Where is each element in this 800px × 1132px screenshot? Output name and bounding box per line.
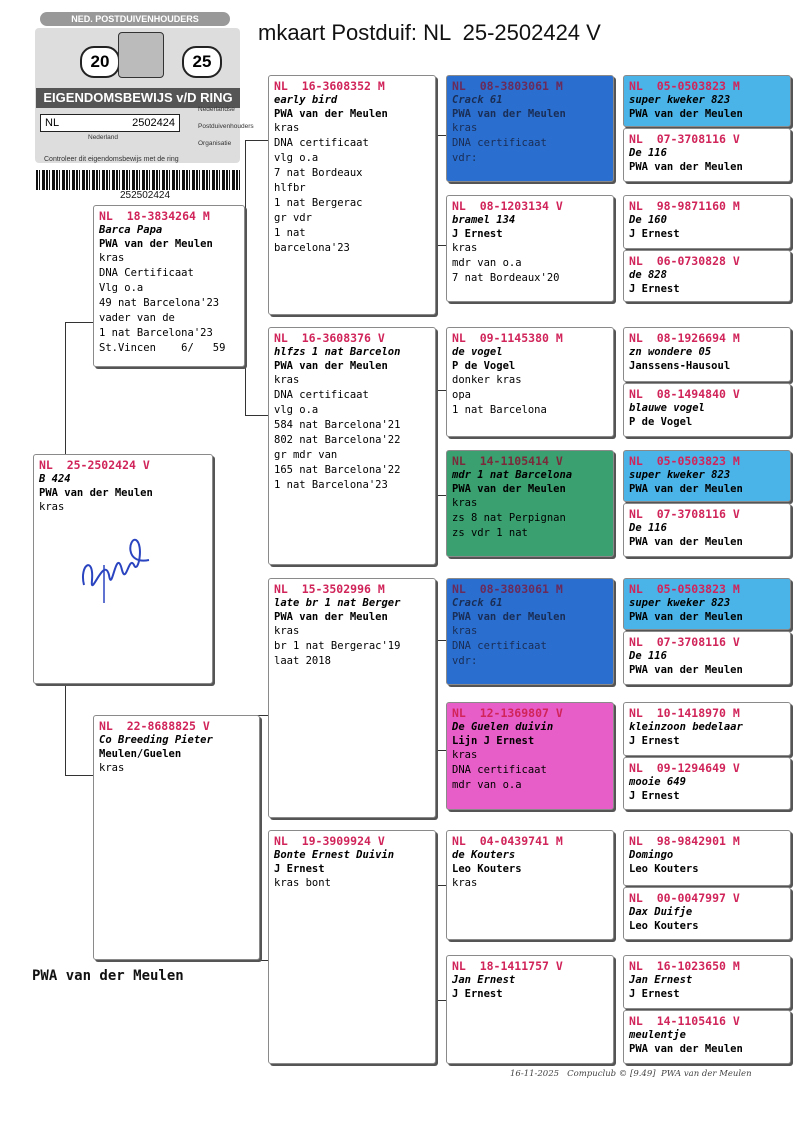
- certificate-org: NED. POSTDUIVENHOUDERS: [40, 12, 230, 26]
- ring-number: NL 04-0439741 M: [452, 834, 563, 848]
- pigeon-info: kras: [452, 877, 478, 889]
- ring-number: NL 22-8688825 V: [99, 719, 210, 733]
- signature-icon: [74, 525, 164, 615]
- cert-line1: Nederlandse: [198, 106, 235, 113]
- pigeon-owner: Lijn J Ernest: [452, 735, 535, 747]
- connector-line: [245, 140, 269, 141]
- pigeon-owner: J Ernest: [452, 988, 503, 1000]
- ring-number: NL 15-3502996 M: [274, 582, 385, 596]
- pigeon-owner: PWA van der Meulen: [274, 360, 388, 372]
- pigeon-name: hlfzs 1 nat Barcelon: [274, 346, 401, 358]
- pigeon-owner: PWA van der Meulen: [99, 238, 213, 250]
- pigeon-info: kras mdr van o.a 7 nat Bordeaux'20: [452, 242, 560, 284]
- ring-number: NL 10-1418970 M: [629, 706, 740, 720]
- pigeon-card-subject[interactable]: [33, 454, 213, 684]
- ring-number: NL 05-0503823 M: [629, 582, 740, 596]
- pigeon-card-mmm[interactable]: [446, 955, 614, 1064]
- pigeon-card-g15[interactable]: [623, 955, 791, 1009]
- owner-name: PWA van der Meulen: [32, 968, 184, 984]
- pigeon-name: kleinzoon bedelaar: [629, 721, 743, 733]
- pigeon-name: mdr 1 nat Barcelona: [452, 469, 573, 481]
- ring-number: NL 08-1926694 M: [629, 331, 740, 345]
- pigeon-name: Domingo: [629, 849, 674, 861]
- pigeon-info: donker kras opa 1 nat Barcelona: [452, 374, 547, 416]
- ring-number: NL 18-3834264 M: [99, 209, 210, 223]
- pigeon-info: kras DNA certificaat vlg o.a 7 nat Bordeaux hlfbr 1 nat Bergerac gr vdr 1 nat barcelona'23: [274, 122, 369, 254]
- pigeon-name: super kweker 823: [629, 94, 731, 106]
- ring-number: NL 19-3909924 V: [274, 834, 385, 848]
- pigeon-info: kras DNA certificaat vdr:: [452, 625, 547, 667]
- pigeon-owner: PWA van der Meulen: [629, 536, 743, 548]
- pigeon-name: De 116: [629, 147, 667, 159]
- certificate-country: NL: [45, 117, 60, 129]
- pigeon-info: kras br 1 nat Bergerac'19 laat 2018: [274, 625, 401, 667]
- pigeon-owner: PWA van der Meulen: [274, 108, 388, 120]
- pigeon-owner: PWA van der Meulen: [629, 664, 743, 676]
- year-left: 20: [80, 46, 120, 78]
- pigeon-owner: Janssens-Hausoul: [629, 360, 731, 372]
- pigeon-card-g14[interactable]: [623, 887, 791, 940]
- pigeon-card-g11[interactable]: [623, 702, 791, 756]
- connector-line: [65, 775, 94, 776]
- pigeon-card-g13[interactable]: [623, 830, 791, 886]
- pigeon-info: kras zs 8 nat Perpignan zs vdr 1 nat: [452, 497, 566, 539]
- pigeon-owner: PWA van der Meulen: [629, 1043, 743, 1055]
- ring-number: NL 06-0730828 V: [629, 254, 740, 268]
- ring-number: NL 08-3803061 M: [452, 582, 563, 596]
- barcode: [36, 170, 241, 190]
- pigeon-card-mf[interactable]: [268, 578, 436, 818]
- ring-number: NL 09-1145380 M: [452, 331, 563, 345]
- pigeon-owner: P de Vogel: [629, 416, 693, 428]
- pigeon-name: Dax Duifje: [629, 906, 693, 918]
- pigeon-card-g1[interactable]: [623, 75, 791, 127]
- pigeon-info: kras: [39, 501, 65, 513]
- pigeon-owner: PWA van der Meulen: [629, 161, 743, 173]
- pigeon-owner: J Ernest: [629, 228, 680, 240]
- pigeon-card-mm[interactable]: [268, 830, 436, 1064]
- pigeon-name: zn wondere 05: [629, 346, 712, 358]
- pigeon-name: De 116: [629, 522, 667, 534]
- page-title: mkaart Postduif: NL 25-2502424 V: [258, 20, 601, 45]
- pigeon-name: de Kouters: [452, 849, 516, 861]
- pigeon-name: Co Breeding Pieter: [99, 734, 213, 746]
- pigeon-card-mother[interactable]: [93, 715, 260, 960]
- pigeon-card-ff[interactable]: [268, 75, 436, 315]
- pigeon-card-g12[interactable]: [623, 757, 791, 810]
- pigeon-card-g6[interactable]: [623, 383, 791, 437]
- pigeon-name: Jan Ernest: [629, 974, 693, 986]
- pigeon-name: De 160: [629, 214, 667, 226]
- pigeon-info: kras DNA certificaat mdr van o.a: [452, 749, 547, 791]
- pigeon-name: Bonte Ernest Duivin: [274, 849, 395, 861]
- pigeon-owner: PWA van der Meulen: [629, 611, 743, 623]
- ring-number: NL 07-3708116 V: [629, 132, 740, 146]
- connector-line: [245, 415, 269, 416]
- connector-line: [65, 685, 66, 775]
- pigeon-card-g16[interactable]: [623, 1010, 791, 1064]
- pigeon-info: kras: [99, 762, 125, 774]
- print-footer: 16-11-2025 Compuclub © [9.49] PWA van der Meulen: [510, 1069, 752, 1079]
- pigeon-name: super kweker 823: [629, 469, 731, 481]
- pigeon-owner: PWA van der Meulen: [274, 611, 388, 623]
- pigeon-owner: J Ernest: [629, 283, 680, 295]
- cert-control-text: Controleer dit eigendomsbewijs met de ring: [44, 156, 179, 163]
- pigeon-card-g3[interactable]: [623, 195, 791, 249]
- pigeon-name: meulentje: [629, 1029, 686, 1041]
- pigeon-card-ffm[interactable]: [446, 195, 614, 302]
- ring-number: NL 98-9842901 M: [629, 834, 740, 848]
- ownership-certificate: [30, 10, 254, 201]
- pigeon-name: Crack 61: [452, 597, 503, 609]
- pigeon-card-g4[interactable]: [623, 250, 791, 302]
- ring-number: NL 25-2502424 V: [39, 458, 150, 472]
- year-right: 25: [182, 46, 222, 78]
- ring-number: NL 16-1023650 M: [629, 959, 740, 973]
- pigeon-owner: J Ernest: [629, 735, 680, 747]
- pigeon-info: kras DNA certificaat vdr:: [452, 122, 547, 164]
- pigeon-name: early bird: [274, 94, 338, 106]
- pigeon-card-mmf[interactable]: [446, 830, 614, 940]
- pigeon-info: kras bont: [274, 877, 331, 889]
- pigeon-name: Crack 61: [452, 94, 503, 106]
- pigeon-owner: PWA van der Meulen: [629, 108, 743, 120]
- ring-number: NL 09-1294649 V: [629, 761, 740, 775]
- ring-number: NL 08-1203134 V: [452, 199, 563, 213]
- pigeon-card-fmf[interactable]: [446, 327, 614, 437]
- ring-number: NL 14-1105416 V: [629, 1014, 740, 1028]
- pigeon-owner: J Ernest: [629, 790, 680, 802]
- crest-icon: [118, 32, 164, 78]
- pigeon-card-fm[interactable]: [268, 327, 436, 565]
- pigeon-owner: PWA van der Meulen: [39, 487, 153, 499]
- pigeon-card-father[interactable]: [93, 205, 245, 367]
- certificate-title: EIGENDOMSBEWIJS v/D RING: [36, 88, 240, 108]
- pigeon-owner: PWA van der Meulen: [629, 483, 743, 495]
- cert-line3: Organisatie: [198, 140, 232, 147]
- pigeon-card-g9[interactable]: [623, 578, 791, 630]
- cert-country-name: Nederland: [88, 134, 118, 141]
- pigeon-info: kras DNA certificaat vlg o.a 584 nat Barcelona'21 802 nat Barcelona'22 gr mdr van 165 nat Barcelona'22 1 nat Barcelona'23: [274, 374, 401, 491]
- pigeon-card-g8[interactable]: [623, 503, 791, 557]
- pigeon-name: bramel 134: [452, 214, 516, 226]
- pigeon-info: kras DNA Certificaat Vlg o.a 49 nat Barcelona'23 vader van de 1 nat Barcelona'23 St.Vincen 6/ 59: [99, 252, 226, 354]
- certificate-ring: 2502424: [132, 117, 175, 129]
- pigeon-card-mfm[interactable]: [446, 702, 614, 810]
- cert-line2: Postduivenhouders: [198, 123, 254, 130]
- pigeon-name: De 116: [629, 650, 667, 662]
- ring-number: NL 14-1105414 V: [452, 454, 563, 468]
- pigeon-owner: P de Vogel: [452, 360, 516, 372]
- ring-number: NL 18-1411757 V: [452, 959, 563, 973]
- pigeon-owner: PWA van der Meulen: [452, 483, 566, 495]
- pigeon-name: super kweker 823: [629, 597, 731, 609]
- pigeon-card-fmm[interactable]: [446, 450, 614, 557]
- connector-line: [65, 322, 94, 323]
- pigeon-name: B 424: [39, 473, 71, 485]
- pigeon-owner: J Ernest: [274, 863, 325, 875]
- pigeon-owner: J Ernest: [452, 228, 503, 240]
- pigeon-name: late br 1 nat Berger: [274, 597, 401, 609]
- pigeon-name: Jan Ernest: [452, 974, 516, 986]
- ring-number: NL 16-3608376 V: [274, 331, 385, 345]
- pigeon-owner: Leo Kouters: [629, 863, 699, 875]
- pigeon-owner: Leo Kouters: [629, 920, 699, 932]
- ring-number: NL 07-3708116 V: [629, 507, 740, 521]
- pigeon-card-g10[interactable]: [623, 631, 791, 685]
- pigeon-name: mooie 649: [629, 776, 686, 788]
- ring-number: NL 98-9871160 M: [629, 199, 740, 213]
- ring-number: NL 05-0503823 M: [629, 79, 740, 93]
- pigeon-owner: PWA van der Meulen: [452, 611, 566, 623]
- ring-number: NL 00-0047997 V: [629, 891, 740, 905]
- connector-line: [245, 960, 269, 961]
- ring-number: NL 08-1494840 V: [629, 387, 740, 401]
- ring-number: NL 05-0503823 M: [629, 454, 740, 468]
- pigeon-card-fff[interactable]: [446, 75, 614, 182]
- pigeon-owner: Meulen/Guelen: [99, 748, 182, 760]
- certificate-ring-box: [40, 114, 180, 132]
- pigeon-card-mff[interactable]: [446, 578, 614, 685]
- ring-number: NL 12-1369807 V: [452, 706, 563, 720]
- pigeon-name: de 828: [629, 269, 667, 281]
- barcode-number: 252502424: [120, 190, 171, 201]
- pigeon-name: De Guelen duivin: [452, 721, 554, 733]
- pigeon-name: de vogel: [452, 346, 503, 358]
- pigeon-name: Barca Papa: [99, 224, 163, 236]
- pigeon-card-g5[interactable]: [623, 327, 791, 382]
- pigeon-owner: Leo Kouters: [452, 863, 522, 875]
- ring-number: NL 07-3708116 V: [629, 635, 740, 649]
- connector-line: [245, 140, 246, 415]
- connector-line: [65, 322, 66, 454]
- pigeon-card-g2[interactable]: [623, 128, 791, 182]
- pigeon-owner: PWA van der Meulen: [452, 108, 566, 120]
- pigeon-owner: J Ernest: [629, 988, 680, 1000]
- pigeon-card-g7[interactable]: [623, 450, 791, 502]
- ring-number: NL 08-3803061 M: [452, 79, 563, 93]
- ring-number: NL 16-3608352 M: [274, 79, 385, 93]
- pigeon-name: blauwe vogel: [629, 402, 705, 414]
